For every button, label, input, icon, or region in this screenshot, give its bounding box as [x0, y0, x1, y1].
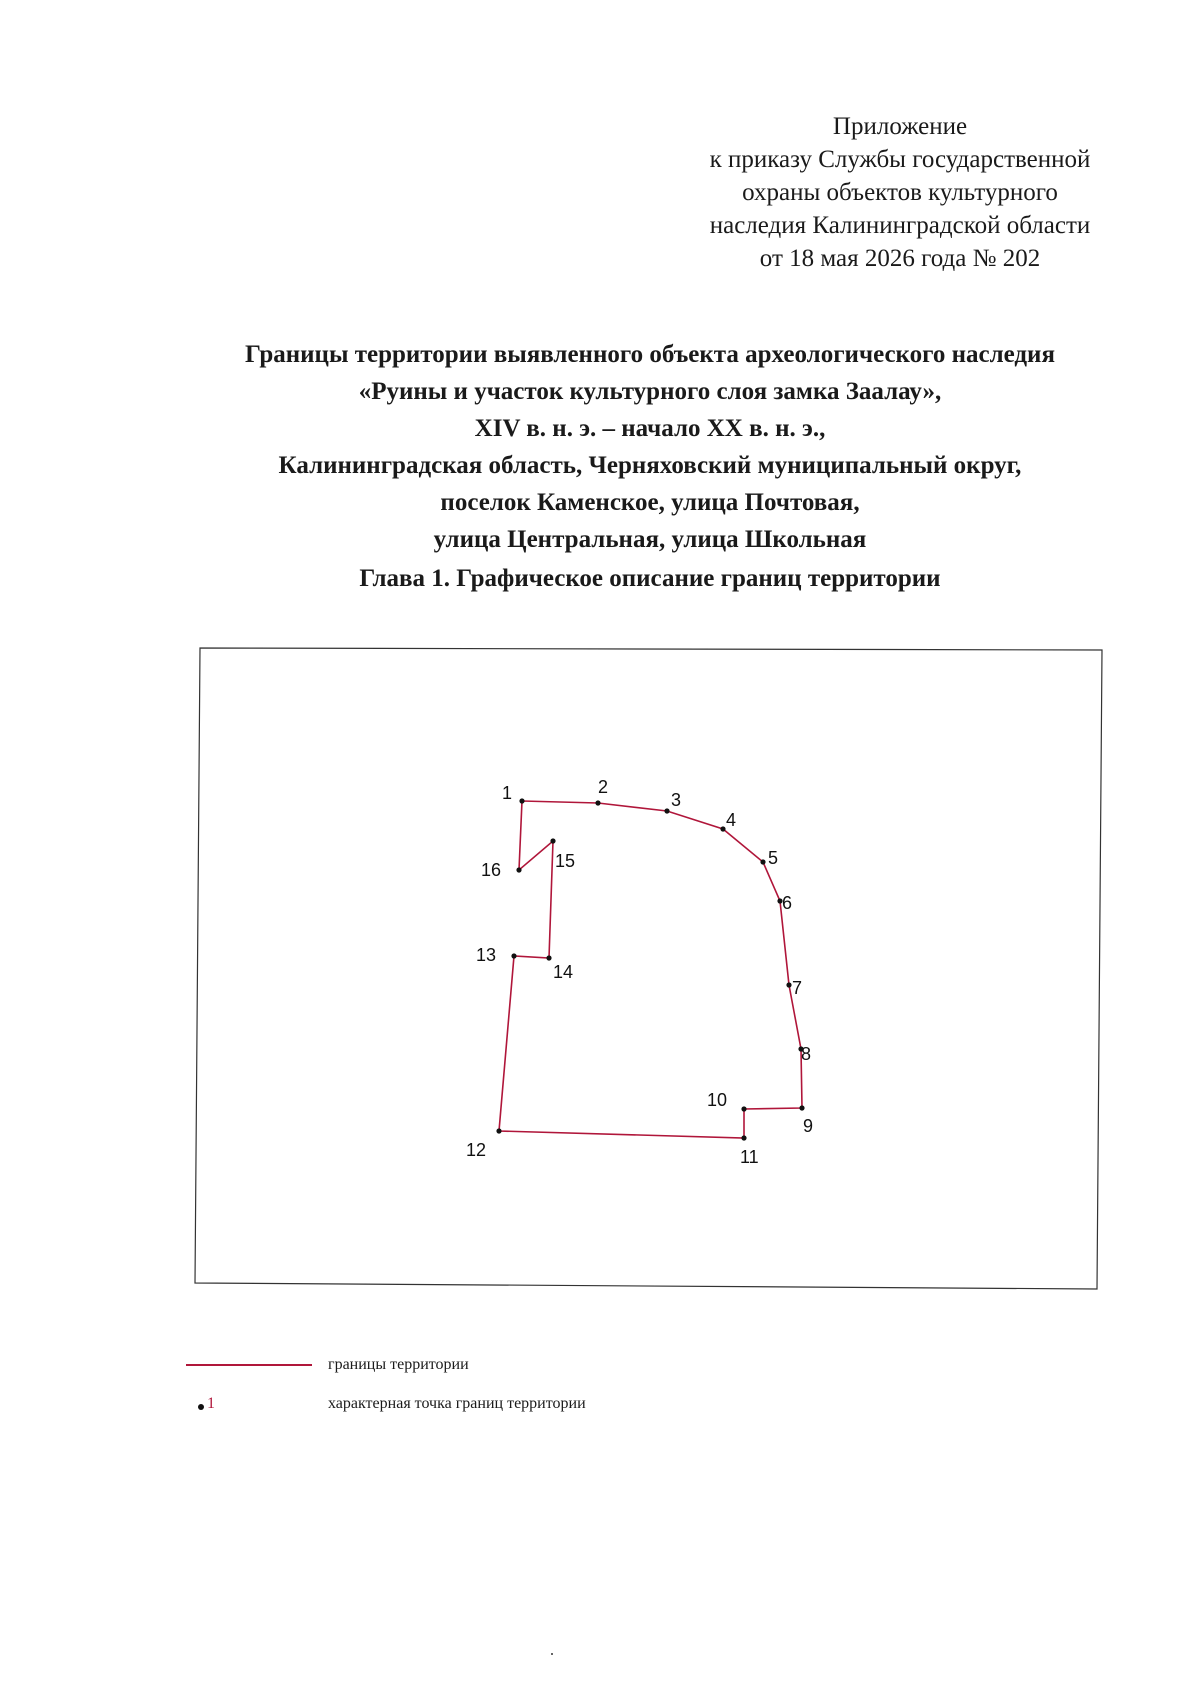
boundary-point-label-8: 8 [801, 1044, 812, 1064]
boundary-point-label-5: 5 [768, 848, 779, 868]
boundary-point-2 [595, 800, 600, 805]
heading-line-4: Калининградская область, Черняховский муниципальный округ, [278, 452, 1022, 479]
legend-point-dot [198, 1404, 204, 1410]
boundary-point-label-2: 2 [598, 777, 609, 797]
page-dot [551, 1653, 553, 1655]
boundary-point-10 [741, 1106, 746, 1111]
boundary-point-1 [519, 798, 524, 803]
boundary-point-3 [664, 808, 669, 813]
boundary-point-label-11: 11 [740, 1147, 759, 1167]
boundary-point-label-10: 10 [707, 1090, 728, 1110]
annex-line-5: от 18 мая 2026 года № 202 [759, 245, 1041, 272]
heading-line-6: улица Центральная, улица Школьная [433, 526, 867, 553]
annex-line-1: Приложение [832, 113, 968, 140]
heading-line-3: XIV в. н. э. – начало XX в. н. э., [474, 415, 826, 442]
boundary-point-15 [550, 838, 555, 843]
boundary-point-label-16: 16 [481, 860, 502, 880]
boundary-point-label-4: 4 [726, 810, 737, 830]
annex-line-3: охраны объектов культурного [742, 179, 1058, 206]
boundary-point-14 [546, 955, 551, 960]
boundary-point-7 [786, 982, 791, 987]
legend-point-number: 1 [207, 1395, 215, 1412]
boundary-point-label-12: 12 [466, 1140, 487, 1160]
legend-point-label: характерная точка границ территории [328, 1395, 586, 1412]
heading-line-2: «Руины и участок культурного слоя замка Заалау», [358, 378, 942, 405]
boundary-point-label-3: 3 [671, 790, 682, 810]
boundary-point-13 [511, 953, 516, 958]
territory-boundary-line [499, 801, 802, 1138]
chapter-title: Глава 1. Графическое описание границ территории [359, 565, 941, 592]
annex-line-4: наследия Калининградской области [709, 212, 1091, 239]
boundary-point-label-7: 7 [792, 978, 803, 998]
boundary-point-label-9: 9 [803, 1116, 814, 1136]
heading-line-5: поселок Каменское, улица Почтовая, [440, 489, 860, 516]
legend [186, 1350, 886, 1440]
boundary-point-label-13: 13 [476, 945, 497, 965]
boundary-point-label-14: 14 [553, 962, 574, 982]
boundary-point-12 [496, 1128, 501, 1133]
annex-line-2: к приказу Службы государственной [709, 146, 1091, 173]
boundary-point-label-6: 6 [782, 893, 793, 913]
legend-boundary-line [186, 1364, 312, 1366]
boundary-point-label-15: 15 [555, 851, 576, 871]
legend-boundary-label: границы территории [328, 1356, 469, 1373]
heading-line-1: Границы территории выявленного объекта археологического наследия [245, 341, 1055, 368]
boundary-point-4 [720, 826, 725, 831]
boundary-point-11 [741, 1135, 746, 1140]
boundary-point-label-1: 1 [502, 783, 513, 803]
boundary-point-5 [760, 859, 765, 864]
boundary-point-16 [516, 867, 521, 872]
map-frame-border [195, 648, 1102, 1289]
boundary-point-9 [799, 1105, 804, 1110]
